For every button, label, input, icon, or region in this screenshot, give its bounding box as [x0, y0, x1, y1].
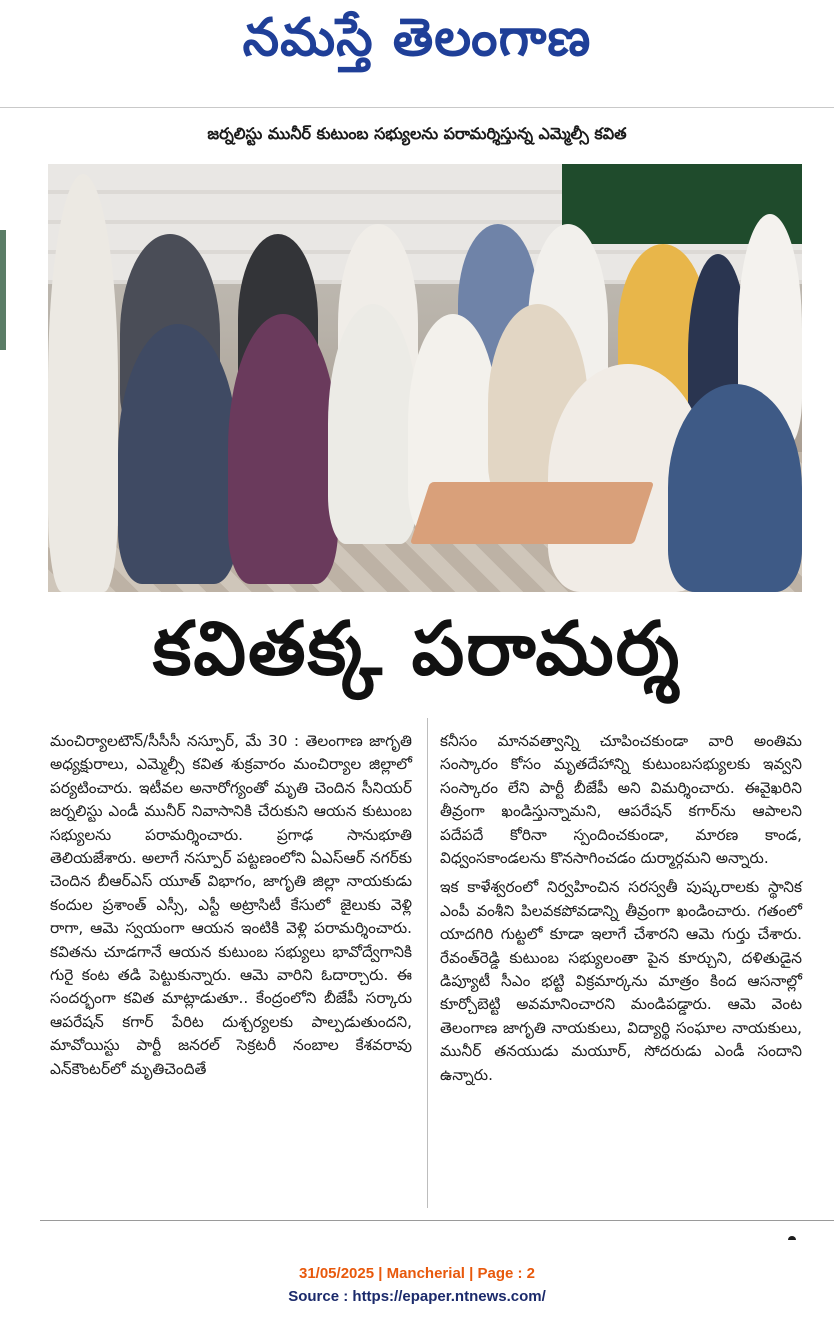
photo-person [328, 304, 418, 544]
article-paragraph: కనీసం మానవత్వాన్ని చూపించకుండా వారి అంతిమ సంస్కారం కోసం మృతదేహాన్ని కుటుంబసభ్యులకు ఇవ్వని సంస్కారం లేని పార్టీ బీజేపీ అని విమర్శించారు. ఈవైఖరిని తీవ్రంగా ఖండిస్తున్నామని, ఆపరేషన్ కగార్‌ను ఆపాలని పదేపదే కోరినా స్పందించకుండా, మారణ కాండ, విధ్వంసకాండలను కొనసాగించడం దుర్మార్గమని అన్నారు. [440, 732, 802, 868]
page-edge-strip [0, 230, 6, 350]
footer [0, 1262, 834, 1308]
article-end-divider [40, 1220, 834, 1221]
photo-table [410, 482, 654, 544]
headline: కవితక్క పరామర్శ [152, 606, 682, 692]
photo-person [118, 324, 238, 584]
source-link[interactable]: Source : https://epaper.ntnews.com/ [288, 1288, 546, 1305]
column-divider [427, 718, 428, 1208]
end-mark-icon [788, 1236, 796, 1240]
photo-person [48, 174, 118, 592]
article-column-left [50, 730, 412, 1081]
edition-info: 31/05/2025 | Mancherial | Page : 2 [298, 1265, 536, 1282]
article-paragraph: మంచిర్యాలటౌన్/సీసీసీ నస్పూర్, మే 30 : తెలంగాణ జాగృతి అధ్యక్షురాలు, ఎమ్మెల్సీ కవిత శుక్రవారం మంచిర్యాల జిల్లాలో పర్యటించారు. ఇటీవల అనారోగ్యంతో మృతి చెందిన సీనియర్ జర్నలిస్టు ఎండీ మునీర్ నివాసానికి చేరుకుని ఆయన కుటుంబ సభ్యులను పరామర్శించారు. ప్రగాఢ సానుభూతి తెలియజేశారు. అలాగే నస్పూర్ పట్టణంలోని ఏఎస్ఆర్ నగర్‌కు చెందిన బీఆర్ఎస్ యూత్ విభాగం, జాగృతి జిల్లా నాయకుడు కందుల ప్రశాంత్ ఎస్సీ, ఎస్టీ అట్రాసిటీ కేసులో జైలుకు వెళ్లి రాగా, ఆమె స్వయంగా ఆయన ఇంటికి వెళ్లి పరామర్శించారు. కవితను చూడగానే ఆయన కుటుంబ సభ్యులు భావోద్వేగానికి గురై కంట తడి పెట్టుకున్నారు. ఆమె వారిని ఓదార్చారు. ఈ సందర్భంగా కవిత మాట్లాడుతూ.. కేంద్రంలోని బీజేపీ సర్కారు ఆపరేషన్ కగార్ పేరిట దుశ్చర్యలకు పాల్పడుతుందని, మావోయిస్టు పార్టీ జనరల్ సెక్రటరీ నంబాల కేశవరావు ఎన్‌కౌంటర్‌లో మృతిచెందితే [50, 732, 412, 1078]
photo-person [228, 314, 338, 584]
photo-person [668, 384, 802, 592]
news-photo [48, 164, 802, 592]
masthead-divider [0, 107, 834, 108]
masthead [0, 0, 834, 108]
article-column-right [440, 730, 802, 1087]
photo-caption: జర్నలిస్టు మునీర్ కుటుంబ సభ్యులను పరామర్శిస్తున్న ఎమ్మెల్సీ కవిత [207, 124, 627, 143]
article-paragraph: ఇక కాళేశ్వరంలో నిర్వహించిన సరస్వతీ పుష్కరాలకు స్థానిక ఎంపీ వంశీని పిలవకపోవడాన్ని తీవ్రంగా ఖండించారు. గతంలో యాదగిరి గుట్టలో కూడా ఇలాగే చేశారని ఆమె గుర్తు చేశారు. రేవంత్‌రెడ్డి కుటుంబ సభ్యులంతా పైన కూర్చుని, దళితుడైన డిప్యూటీ సీఎం భట్టి విక్రమార్కను మాత్రం కింద ఆసనాల్లో కూర్చోబెట్టి అవమానించారని మండిపడ్డారు. ఆమె వెంట తెలంగాణ జాగృతి నాయకులు, విద్యార్థి సంఘాల నాయకులు, మునీర్ తనయుడు మయూర్, సోదరుడు ఎండీ సందాని ఉన్నారు. [440, 878, 802, 1084]
newspaper-title: నమస్తే తెలంగాణ [242, 8, 592, 68]
